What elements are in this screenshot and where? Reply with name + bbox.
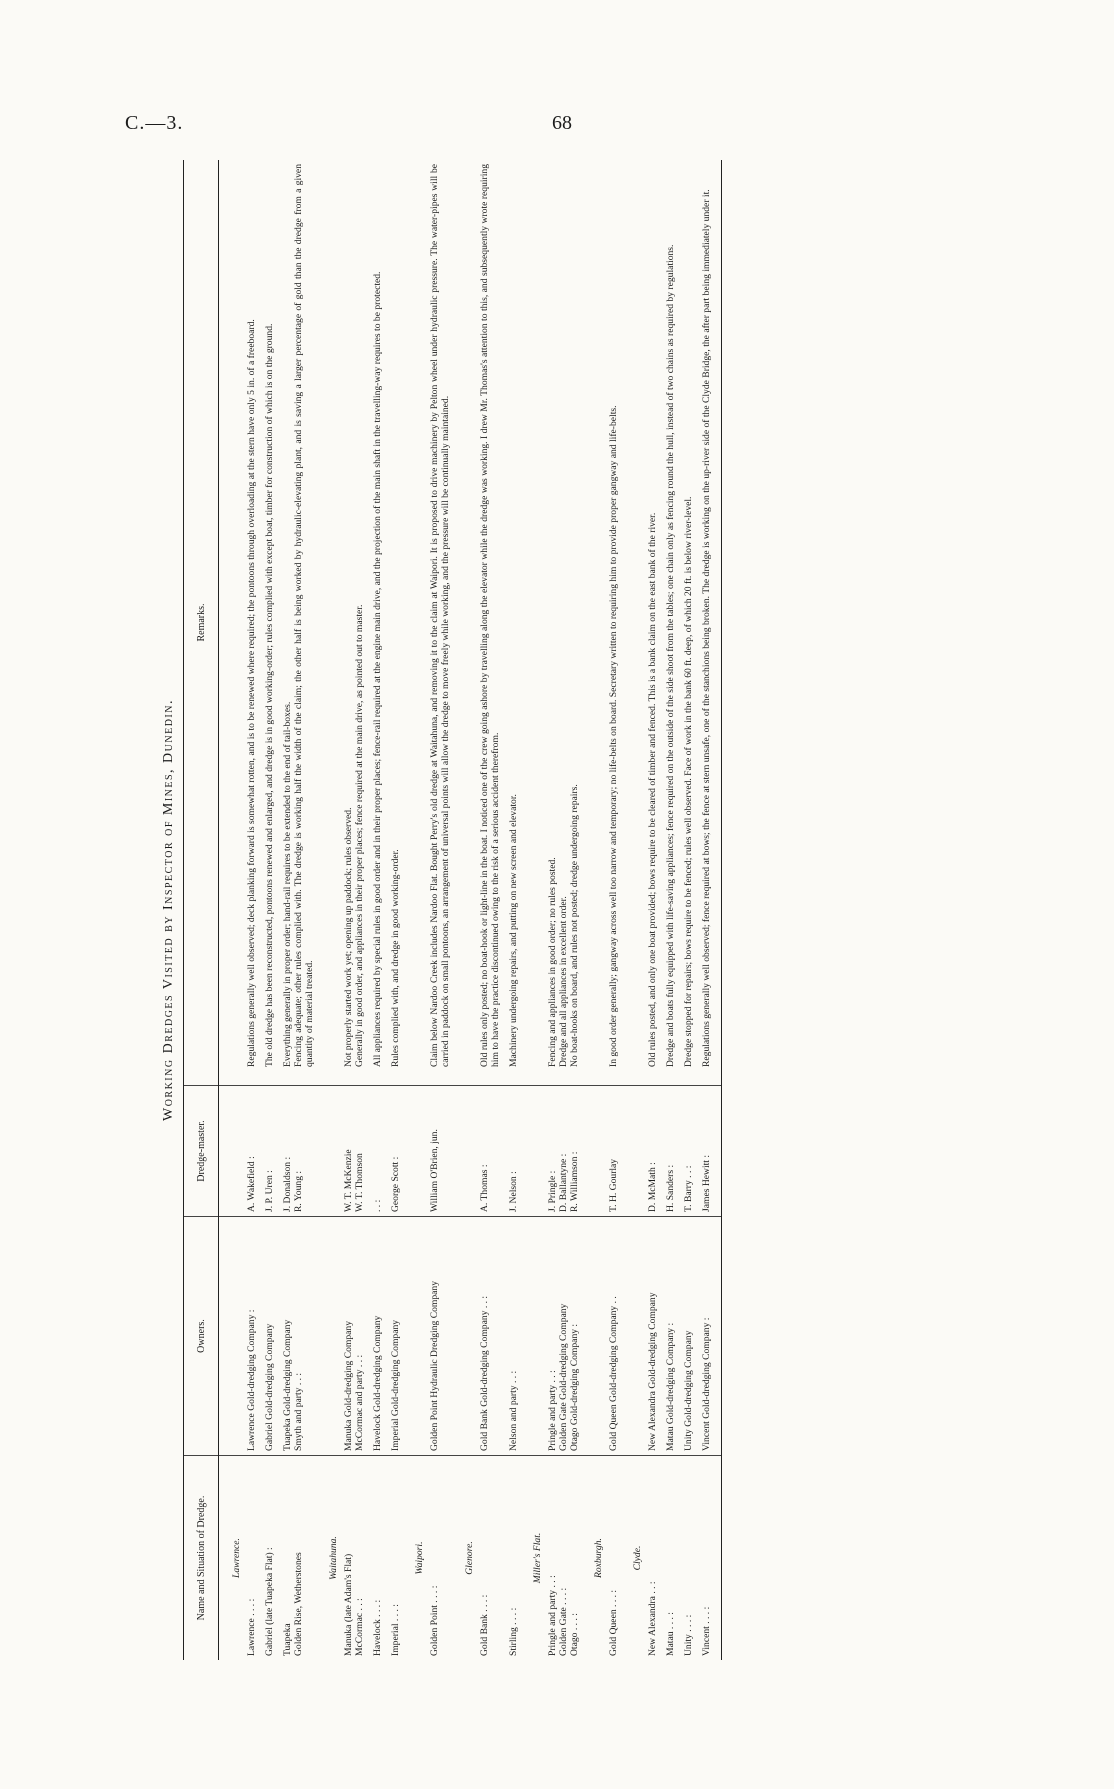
group-row [585,160,606,1660]
remark-text: Fencing adequate; other rules complied with. The dredge is working half the width of the claim; the other half is being worked by hydraulic-elevating plant, and is saving a larger percentage of gold than the dredge from a given quantity of material treated. [293,164,315,1067]
remark-text: Regulations generally well observed; fence required at bows; the fence at stern unsafe, one of the stanchions being broken. The dredge is working on the up-river side of the Clyde Bridge, the after part being immediately under it. [701,189,712,1067]
dredge-master-cell [370,1086,388,1217]
dredge-name: Otago . . . : [569,1613,580,1656]
dredge-name-cell [244,1456,262,1661]
owner-name: Otago Gold-dredging Company : [569,1323,580,1451]
table-row [244,160,262,1660]
group-row [406,160,427,1660]
dredge-master: T. H. Gourlay [608,1158,619,1212]
dredge-master-cell [262,1086,280,1217]
table-row [280,160,320,1660]
owners-cell [262,1217,280,1456]
dredge-name: Gold Bank . . . : [479,1594,490,1656]
owners-cell [427,1217,456,1456]
dredge-master: A. Thomas : [479,1164,490,1212]
owner-name: Matau Gold-dredging Company : [665,1322,676,1451]
owner-name: Gabriel Gold-dredging Company [264,1323,275,1451]
group-row [223,160,244,1660]
dredge-name-cell [606,1456,624,1661]
group-heading: Clyde. [632,1545,643,1571]
remarks-cell [506,160,524,1086]
owner-name: McCormac and party . . : [354,1354,365,1451]
owner-name: Manuka Gold-dredging Company [343,1320,354,1451]
group-heading: Miller's Flat. [532,1532,543,1584]
dredge-master-cell [545,1086,585,1217]
rotated-table-sheet [155,160,895,1660]
dredge-name: Vincent . . . : [701,1606,712,1656]
owner-name: Unity Gold-dredging Company [683,1330,694,1451]
dredge-master: D. McMath : [647,1162,658,1212]
dredge-name: Golden Gate . . . : [558,1587,569,1656]
owners-cell [341,1217,370,1456]
dredge-master: W. T. Thomson [354,1153,365,1212]
dredge-name-cell [388,1456,406,1661]
dredge-name-cell [545,1456,585,1661]
header-row [184,160,219,1660]
remarks-cell [341,160,370,1086]
dredge-name: Gabriel (late Tuapeka Flat) : [264,1547,275,1656]
dredge-name-cell [262,1456,280,1661]
remarks-cell [262,160,280,1086]
table-row [506,160,524,1660]
column-header-name: Name and Situation of Dredge. [184,1456,219,1661]
table-row [606,160,624,1660]
dredge-master-cell [388,1086,406,1217]
empty-cell [223,160,244,1086]
remark-text: Regulations generally well observed; deck planking forward is somewhat rotten, and is to be renewed where required; the pontoons through overloading at the stern have only 5 in. of a freeboard. [246,319,257,1067]
empty-cell [406,1086,427,1217]
dredge-master-cell [427,1086,456,1217]
dredge-name-cell [280,1456,320,1661]
table-title: Working Dredges Visited by Inspector of Mines, Dunedin. [161,699,176,1122]
dredges-table [183,160,722,1660]
dredge-name: Imperial . . . : [390,1604,401,1656]
dredge-master: J. Pringle : [547,1170,558,1212]
dredge-name: Havelock . . . : [372,1599,383,1656]
empty-cell [585,1086,606,1217]
owner-name: Golden Gate Gold-dredging Company [558,1303,569,1451]
table-row [341,160,370,1660]
remark-text: Rules complied with, and dredge in good working-order. [390,849,401,1067]
remarks-cell [388,160,406,1086]
owners-cell [477,1217,506,1456]
remark-text: Dredge and boats fully equipped with life-saving appliances; fence required on the outside of the side shoot from the tables; one chain only as fencing round the hull, instead of two chains as required by regulations. [665,244,676,1067]
table-row [699,160,717,1660]
page-reference: C.—3. [125,112,184,134]
dredge-master: T. Barry . . : [683,1165,694,1212]
dredge-master-cell [681,1086,699,1217]
dredge-name-cell [370,1456,388,1661]
owners-cell [699,1217,717,1456]
remarks-cell [244,160,262,1086]
remark-text: The old dredge has been reconstructed, pontoons renewed and enlarged, and dredge is in good working-order; rules complied with except boat, timber for construction of which is on the ground. [264,323,275,1067]
remark-text: All appliances required by special rules in good order and in their proper places; fence-rail required at the engine main drive, and the projection of the main shaft in the travelling-way requires to be protected. [372,271,383,1067]
dredge-master-cell [506,1086,524,1217]
empty-cell [456,160,477,1086]
dredge-name: Manuka (late Adam's Flat) [343,1553,354,1656]
dredge-master: W. T. McKenzie [343,1149,354,1212]
remarks-cell [477,160,506,1086]
remark-text: Machinery undergoing repairs, and putting on new screen and elevator. [508,794,519,1067]
dredge-master: R. Young : [293,1170,304,1212]
empty-cell [406,160,427,1086]
table-row [427,160,456,1660]
owners-cell [545,1217,585,1456]
remark-text: No boat-hooks on board, and rules not posted; dredge undergoing repairs. [569,784,580,1067]
dredge-master: H. Sanders : [665,1164,676,1212]
empty-cell [524,160,545,1086]
remark-text: Old rules only posted; no boat-hook or light-line in the boat. I noticed one of the crew going ashore by travelling along the elevator while the dredge was working. I drew Mr. Thomas's attention to this, and subsequently wrote requiring him to have the practice discontinued owing to the risk of a serious accident therefrom. [479,164,501,1067]
group-heading: Roxburgh. [593,1538,604,1578]
dredge-name: Tuapeka [282,1623,293,1656]
owner-name: Vincent Gold-dredging Company : [701,1317,712,1451]
remarks-cell [699,160,717,1086]
dredge-name: McCormac . . : [354,1598,365,1656]
table-row [388,160,406,1660]
dredge-name-cell [645,1456,663,1661]
dredge-name-cell [341,1456,370,1661]
empty-cell [456,1217,477,1456]
dredge-name: Pringle and party . . : [547,1575,558,1656]
table-row [477,160,506,1660]
remark-text: Claim below Nardoo Creek includes Nardoo Flat. Bought Perry's old dredge at Waitahuna, and removing it to the claim at Waipori. It is proposed to drive machinery by Pelton wheel under hydraulic pressure. The water-pipes will be carried in paddock on small pontoons, an arrangement of universal points will allow the dredge to move freely while working, and the pressure will be continually maintained. [429,164,451,1067]
owner-name: Havelock Gold-dredging Company [372,1315,383,1451]
owner-name: Tuapeka Gold-dredging Company [282,1319,293,1451]
remarks-cell [280,160,320,1086]
dredge-master-cell [663,1086,681,1217]
owners-cell [370,1217,388,1456]
dredge-master-cell [606,1086,624,1217]
dredge-name: Golden Rise, Wetherstones [293,1552,304,1656]
dredge-master: George Scott : [390,1156,401,1212]
remark-text: In good order generally; gangway across well too narrow and temporary; no life-belts on board. Secretary written to requiring him to provide proper gangway and life-belts. [608,405,619,1067]
empty-cell [320,160,341,1086]
empty-cell [320,1217,341,1456]
dredge-name-cell [699,1456,717,1661]
group-row [624,160,645,1660]
owner-name: New Alexandra Gold-dredging Company [647,1292,658,1451]
remarks-cell [645,160,663,1086]
owners-cell [280,1217,320,1456]
dredge-master-cell [645,1086,663,1217]
group-heading: Lawrence. [231,1538,242,1578]
dredge-name-cell [681,1456,699,1661]
dredge-master: William O'Brien, jun. [429,1129,440,1212]
dredge-name: Matau . . . : [665,1612,676,1656]
owners-cell [506,1217,524,1456]
owner-name: Nelson and party . . : [508,1370,519,1451]
dredge-master: A. Wakefield : [246,1156,257,1212]
owner-name: Pringle and party . . : [547,1370,558,1451]
remark-text: Old rules posted, and only one boat provided; bows require to be cleared of timber and fenced. This is a bank claim on the east bank of the river. [647,512,658,1067]
column-header-remarks: Remarks. [184,160,219,1086]
remark-text: Fencing and appliances in good order; no rules posted. [547,857,558,1067]
column-header-owners: Owners. [184,1217,219,1456]
group-row [456,160,477,1660]
group-heading: Glenore. [464,1541,475,1575]
owner-name: Gold Queen Gold-dredging Company . . [608,1296,619,1451]
remarks-cell [663,160,681,1086]
remarks-cell [545,160,585,1086]
owner-name: Imperial Gold-dredging Company [390,1319,401,1451]
owners-cell [244,1217,262,1456]
dredge-master-cell [477,1086,506,1217]
remark-text: Everything generally in proper order; hand-rail requires to be extended to the end of tail-boxes. [282,701,293,1067]
remarks-cell [370,160,388,1086]
owner-name: Smyth and party . . : [293,1372,304,1451]
dredge-master-cell [244,1086,262,1217]
dredge-name-cell [506,1456,524,1661]
remark-text: Dredge and all appliances in excellent order. [558,896,569,1067]
column-header-master: Dredge-master. [184,1086,219,1217]
remarks-cell [606,160,624,1086]
empty-cell [456,1086,477,1217]
dredge-name: Lawrence . . . : [246,1598,257,1656]
table-row [370,160,388,1660]
empty-cell [223,1217,244,1456]
dredge-name: Stirling . . . : [508,1607,519,1656]
empty-cell [624,160,645,1086]
table-row [262,160,280,1660]
dredge-name: Golden Point . . . : [429,1585,440,1656]
table-row [681,160,699,1660]
owners-cell [606,1217,624,1456]
dredge-name-cell [477,1456,506,1661]
dredge-master: D. Ballantyne : [558,1153,569,1212]
dredge-master: J. Donaldson : [282,1156,293,1212]
table-row [663,160,681,1660]
dredge-name-cell [663,1456,681,1661]
owners-cell [645,1217,663,1456]
remark-text: Not properly started work yet; opening up paddock; rules observed. [343,807,354,1067]
table-body [219,160,722,1660]
group-heading: Waitahuna. [328,1536,339,1580]
dredge-master-cell [699,1086,717,1217]
dredge-master-cell [341,1086,370,1217]
empty-cell [223,1086,244,1217]
dredge-master-cell [280,1086,320,1217]
group-row [320,160,341,1660]
group-row [524,160,545,1660]
page-number: 68 [552,112,572,134]
owner-name: Gold Bank Gold-dredging Company . . : [479,1295,490,1451]
remarks-cell [427,160,456,1086]
empty-cell [524,1086,545,1217]
owner-name: Golden Point Hydraulic Dredging Company [429,1281,440,1451]
dredge-name: Unity . . . : [683,1614,694,1656]
empty-cell [585,1217,606,1456]
group-heading: Waipori. [414,1541,425,1575]
remark-text: Dredge stopped for repairs; bows require to be fenced; rules well observed. Face of work in the bank 60 ft. deep, of which 20 ft. is below river-level. [683,496,694,1067]
dredge-master: R. Williamson : [569,1151,580,1212]
empty-cell [624,1086,645,1217]
table-row [545,160,585,1660]
dredge-name-cell [427,1456,456,1661]
empty-cell [624,1217,645,1456]
owners-cell [663,1217,681,1456]
empty-cell [406,1217,427,1456]
remarks-cell [681,160,699,1086]
table-row [645,160,663,1660]
empty-cell [524,1217,545,1456]
remark-text: Generally in good order, and appliances in their proper places; fence required at the main drive, as pointed out to master. [354,604,365,1067]
dredge-master: J. Nelson : [508,1171,519,1212]
dredge-name: New Alexandra . . : [647,1581,658,1656]
empty-cell [320,1086,341,1217]
owners-cell [681,1217,699,1456]
empty-cell [585,160,606,1086]
owner-name: Lawrence Gold-dredging Company : [246,1309,257,1451]
owners-cell [388,1217,406,1456]
dredge-master: James Hewitt : [701,1154,712,1212]
dredge-master: . . : [372,1199,383,1212]
dredge-master: J. P. Uren : [264,1170,275,1212]
dredge-name: Gold Queen . . . : [608,1589,619,1656]
